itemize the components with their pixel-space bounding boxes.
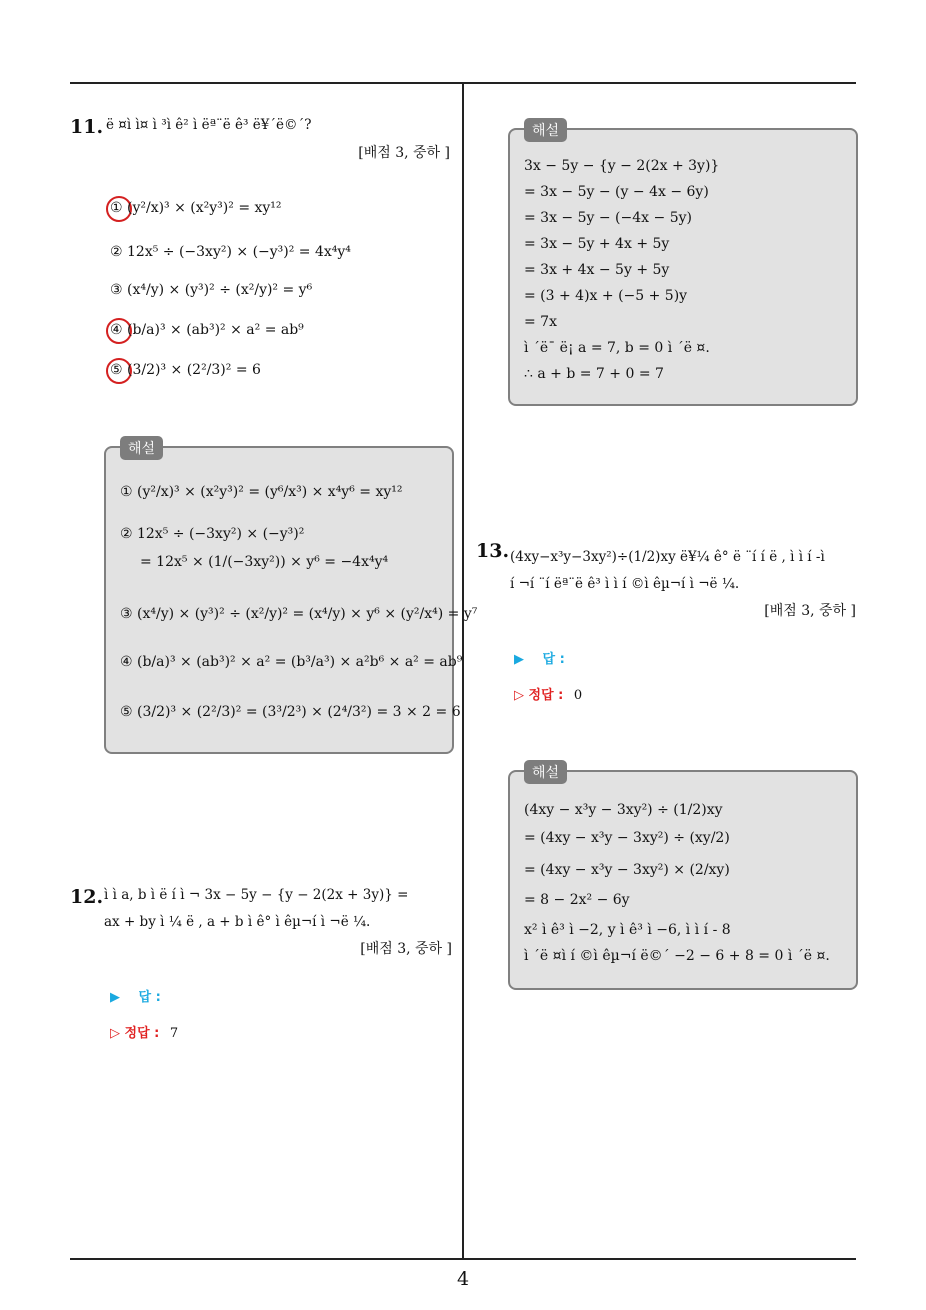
- q11-choice-4[interactable]: ④ (b/a)³ × (ab³)² × a² = ab⁹: [110, 322, 304, 338]
- q13-solution-line: = (4xy − x³y − 3xy²) × (2/xy): [524, 862, 730, 878]
- q13-answer-arrow-icon: ▶: [514, 652, 524, 667]
- q12-solution-line: = 7x: [524, 314, 557, 330]
- q12-solution-line: = 3x − 5y + 4x + 5y: [524, 236, 670, 252]
- q13-answer-field[interactable]: [514, 648, 565, 667]
- q12-correct-arrow-icon: ▷: [110, 1026, 120, 1041]
- q12-solution-line: 3x − 5y − {y − 2(2x + 3y)}: [524, 158, 720, 174]
- q12-solution-tag: 해설: [524, 118, 567, 142]
- q13-solution-box: [508, 765, 858, 990]
- q11-solution-tag: 해설: [120, 436, 163, 460]
- q13-text-line2: í ¬í ¨í ëª¨ë ê³ ì ì í ©ì êµ¬í ì ¬ë ¼.: [510, 576, 740, 592]
- q13-number: 13.: [476, 540, 510, 562]
- q13-score: [배점 3, 중하 ]: [764, 603, 856, 619]
- q13-solution-line: = (4xy − x³y − 3xy²) ÷ (xy/2): [524, 830, 730, 846]
- q12-solution-line: ∴ a + b = 7 + 0 = 7: [524, 366, 664, 382]
- page-number: 4: [456, 1268, 470, 1290]
- q12-correct-value: 7: [169, 1026, 179, 1041]
- q11-solution-line: ③ (x⁴/y) × (y³)² ÷ (x²/y)² = (x⁴/y) × y⁶ × (y²/x⁴) = y⁷: [120, 606, 478, 622]
- q11-number: 11.: [70, 116, 104, 138]
- q11-solution-line: ⑤ (3/2)³ × (2²/3)² = (3³/2³) × (2⁴/3²) = 3 × 2 = 6: [120, 704, 461, 720]
- q11-choice-2[interactable]: ② 12x⁵ ÷ (−3xy²) × (−y³)² = 4x⁴y⁴: [110, 244, 351, 260]
- q12-solution-box: [508, 123, 858, 406]
- q13-solution-line: = 8 − 2x² − 6y: [524, 892, 630, 908]
- q11-text: ë ¤ì ì¤ ì ³ì ê² ì ëª¨ë ê³ ë¥´ë©´?: [106, 117, 312, 133]
- q11-solution-line: = 12x⁵ × (1/(−3xy²)) × y⁶ = −4x⁴y⁴: [140, 554, 389, 570]
- q11-solution-line: ① (y²/x)³ × (x²y³)² = (y⁶/x³) × x⁴y⁶ = xy¹²: [120, 484, 403, 500]
- q11-score: [배점 3, 중하 ]: [358, 145, 450, 161]
- q11-choice-5[interactable]: ⑤ (3/2)³ × (2²/3)² = 6: [110, 362, 261, 378]
- q11-choice-3[interactable]: ③ (x⁴/y) × (y³)² ÷ (x²/y)² = y⁶: [110, 282, 313, 298]
- q13-solution-line: ì ´ë ¤ì í ©ì êµ¬í ë©´ −2 − 6 + 8 = 0 ì ´ë ¤.: [524, 948, 830, 964]
- q12-number: 12.: [70, 886, 104, 908]
- q12-score: [배점 3, 중하 ]: [360, 941, 452, 957]
- q12-solution-line: = 3x + 4x − 5y + 5y: [524, 262, 670, 278]
- q11-choice-1[interactable]: ① (y²/x)³ × (x²y³)² = xy¹²: [110, 200, 282, 216]
- q12-solution-line: = (3 + 4)x + (−5 + 5)y: [524, 288, 688, 304]
- q12-correct-answer: [110, 1022, 178, 1041]
- q13-text-line1: (4xy−x³y−3xy²)÷(1/2)xy ë¥¼ ê° ë ¨í í ë , ì ì í -ì: [510, 549, 825, 565]
- bottom-rule: [70, 1258, 856, 1260]
- q12-text-line1: ì ì a, b ì ë í ì ¬ 3x − 5y − {y − 2(2x + 3y)} =: [104, 887, 409, 903]
- q13-solution-line: x² ì ê³ ì −2, y ì ê³ ì −6, ì ì í - 8: [524, 922, 731, 938]
- q12-solution-line: = 3x − 5y − (y − 4x − 6y): [524, 184, 709, 200]
- q12-answer-label: 답 :: [138, 990, 161, 1005]
- q13-correct-answer: [514, 684, 582, 703]
- q11-solution-line: ④ (b/a)³ × (ab³)² × a² = (b³/a³) × a²b⁶ × a² = ab⁹: [120, 654, 463, 670]
- q13-solution-line: (4xy − x³y − 3xy²) ÷ (1/2)xy: [524, 802, 723, 818]
- q12-answer-field[interactable]: [110, 986, 161, 1005]
- q13-correct-label: 정답 :: [528, 688, 564, 703]
- q13-correct-value: 0: [573, 688, 583, 703]
- q11-solution-box: [104, 441, 478, 754]
- q13-correct-arrow-icon: ▷: [514, 688, 524, 703]
- q12-solution-line: ì ´ë¯ ë¡ a = 7, b = 0 ì ´ë ¤.: [524, 340, 710, 356]
- q12-solution-line: = 3x − 5y − (−4x − 5y): [524, 210, 692, 226]
- q12-text-line2: ax + by ì ¼ ë , a + b ì ê° ì êµ¬í ì ¬ë ¼.: [104, 914, 371, 930]
- q11-solution-line: ② 12x⁵ ÷ (−3xy²) × (−y³)²: [120, 526, 305, 542]
- column-divider: [462, 83, 464, 1259]
- q13-answer-label: 답 :: [542, 652, 565, 667]
- q12-correct-label: 정답 :: [124, 1026, 160, 1041]
- q13-solution-tag: 해설: [524, 760, 567, 784]
- q12-answer-arrow-icon: ▶: [110, 990, 120, 1005]
